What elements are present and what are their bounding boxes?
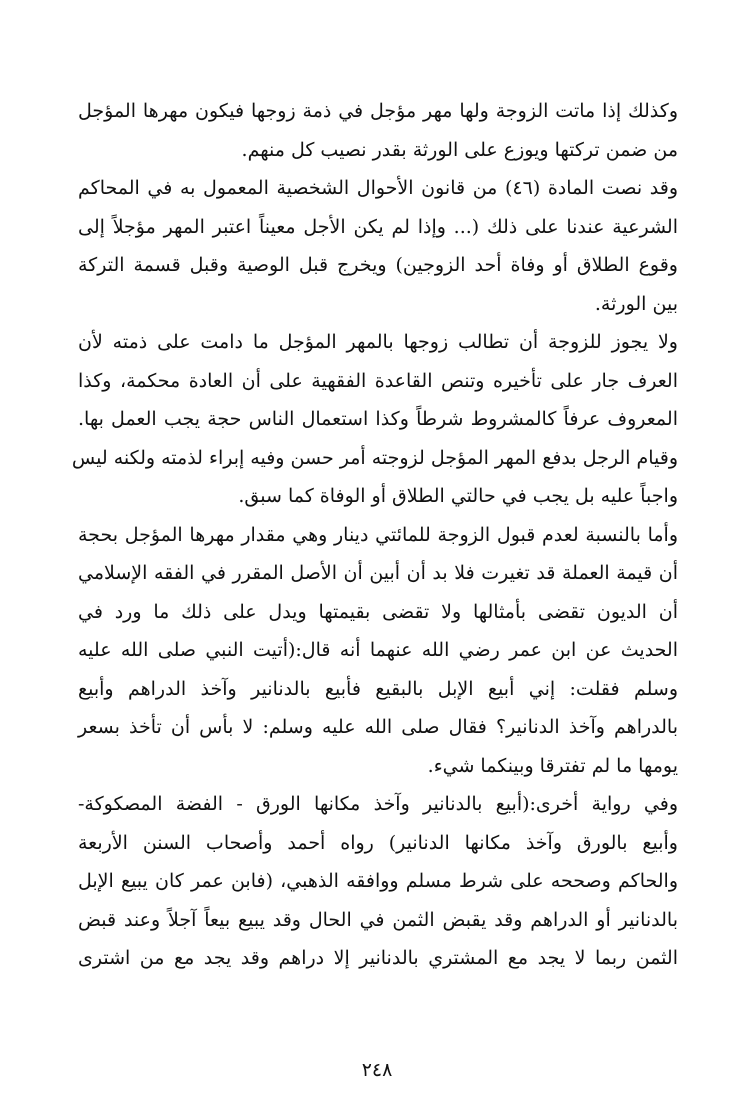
text-line-10: وقيام الرجل بدفع المهر المؤجل لزوجته أمر حسن وفيه إبراء لذمته ولكنه ليس <box>71 446 678 469</box>
body-text <box>71 92 679 978</box>
text-line-19: وفي رواية أخرى:(أبيع بالدنانير وآخذ مكانها الورق - الفضة المصكوكة- <box>78 793 678 815</box>
text-line-23: الثمن ربما لا يجد مع المشتري بالدنانير إلا دراهم وقد يجد مع من اشترى <box>78 947 678 969</box>
text-line-22: بالدنانير أو الدراهم وقد يقبض الثمن في الحال وقد يبيع بيعاً آجلاً وعند قبض <box>78 908 679 931</box>
text-line-4: الشرعية عندنا على ذلك (... وإذا لم يكن الأجل معيناً اعتبر المهر مؤجلاً إلى <box>78 215 678 238</box>
text-line-14: أن الديون تقضى بأمثالها ولا تقضى بقيمتها ويدل على ذلك ما ورد في <box>78 600 678 623</box>
text-line-20: وأبيع بالورق وآخذ مكانها الدنانير) رواه أحمد وأصحاب السنن الأربعة <box>78 831 678 854</box>
text-line-13: أن قيمة العملة قد تغيرت فلا بد أن أبين أن الأصل المقرر في الفقه الإسلامي <box>78 562 678 584</box>
text-line-5: وقوع الطلاق أو وفاة أحد الزوجين) ويخرج قبل الوصية وقبل قسمة التركة <box>78 254 678 276</box>
text-line-12: وأما بالنسبة لعدم قبول الزوجة للمائتي دينار وهي مقدار مهرها المؤجل بحجة <box>78 523 678 546</box>
text-line-3: وقد نصت المادة (٤٦) من قانون الأحوال الشخصية المعمول به في المحاكم <box>78 177 678 199</box>
text-line-18: يومها ما لم تفترقا وبينكما شيء. <box>427 754 678 777</box>
text-line-15: الحديث عن ابن عمر رضي الله عنهما أنه قال:(أتيت النبي صلى الله عليه <box>78 639 678 661</box>
text-line-2: من ضمن تركتها ويوزع على الورثة بقدر نصيب كل منهم. <box>241 138 678 161</box>
text-line-11: واجباً عليه بل يجب في حالتي الطلاق أو الوفاة كما سبق. <box>238 485 678 507</box>
text-line-6: بين الورثة. <box>594 292 678 315</box>
text-line-21: والحاكم وصححه على شرط مسلم ووافقه الذهبي، (فابن عمر كان يبيع الإبل <box>78 870 678 892</box>
text-line-9: المعروف عرفاً كالمشروط شرطاً وكذا استعمال الناس حجة يجب العمل بها. <box>78 408 678 430</box>
text-line-16: وسلم فقلت: إني أبيع الإبل بالبقيع فأبيع بالدنانير وآخذ الدراهم وأبيع <box>78 677 678 700</box>
text-line-1: وكذلك إذا ماتت الزوجة ولها مهر مؤجل في ذمة زوجها فيكون مهرها المؤجل <box>78 100 678 122</box>
page-number: ٢٤٨ <box>361 1059 393 1081</box>
text-line-8: العرف جار على تأخيره وتنص القاعدة الفقهية على أن العادة محكمة، وكذا <box>78 369 678 392</box>
text-line-17: بالدراهم وآخذ الدنانير؟ فقال صلى الله عليه وسلم: لا بأس أن تأخذ بسعر <box>78 716 678 738</box>
text-line-7: ولا يجوز للزوجة أن تطالب زوجها بالمهر المؤجل ما دامت على ذمته لأن <box>78 331 678 353</box>
